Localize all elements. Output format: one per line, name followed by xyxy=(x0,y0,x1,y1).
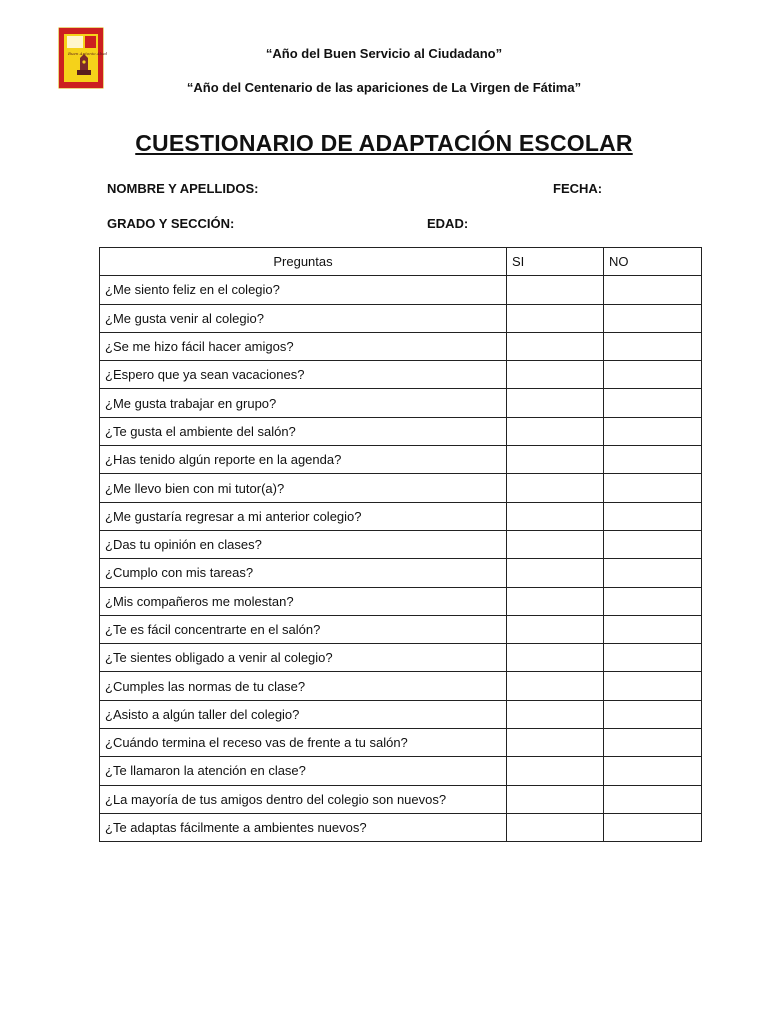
answer-no-cell[interactable] xyxy=(604,644,702,672)
answer-si-cell[interactable] xyxy=(507,757,604,785)
question-text: ¿Me gusta trabajar en grupo? xyxy=(100,389,507,417)
answer-no-cell[interactable] xyxy=(604,785,702,813)
table-row xyxy=(100,785,702,813)
answer-si-cell[interactable] xyxy=(507,446,604,474)
question-text: ¿Te sientes obligado a venir al colegio? xyxy=(100,644,507,672)
answer-si-cell[interactable] xyxy=(507,361,604,389)
table-row xyxy=(100,276,702,304)
answer-si-cell[interactable] xyxy=(507,332,604,360)
table-row xyxy=(100,361,702,389)
table-row xyxy=(100,615,702,643)
questionnaire-table xyxy=(99,247,702,842)
question-text: ¿Te llamaron la atención en clase? xyxy=(100,757,507,785)
header-motto-1: “Año del Buen Servicio al Ciudadano” xyxy=(265,46,503,61)
answer-si-cell[interactable] xyxy=(507,304,604,332)
table-row xyxy=(100,729,702,757)
question-text: ¿Te gusta el ambiente del salón? xyxy=(100,417,507,445)
question-text: ¿Espero que ya sean vacaciones? xyxy=(100,361,507,389)
answer-si-cell[interactable] xyxy=(507,530,604,558)
answer-no-cell[interactable] xyxy=(604,276,702,304)
answer-si-cell[interactable] xyxy=(507,502,604,530)
table-row xyxy=(100,813,702,841)
answer-no-cell[interactable] xyxy=(604,700,702,728)
field-edad-label: EDAD: xyxy=(427,216,469,231)
answer-no-cell[interactable] xyxy=(604,615,702,643)
table-row xyxy=(100,502,702,530)
question-text: ¿Te adaptas fácilmente a ambientes nuevos? xyxy=(100,813,507,841)
header-si: SI xyxy=(507,248,604,276)
logo-text: Buen Antonio Abad xyxy=(68,51,108,56)
table-row xyxy=(100,700,702,728)
answer-no-cell[interactable] xyxy=(604,332,702,360)
answer-no-cell[interactable] xyxy=(604,559,702,587)
table-header-row xyxy=(100,248,702,276)
question-text: ¿Me siento feliz en el colegio? xyxy=(100,276,507,304)
question-text: ¿Has tenido algún reporte en la agenda? xyxy=(100,446,507,474)
answer-no-cell[interactable] xyxy=(604,757,702,785)
table-row xyxy=(100,446,702,474)
table-row xyxy=(100,530,702,558)
answer-no-cell[interactable] xyxy=(604,813,702,841)
header-preguntas: Preguntas xyxy=(100,248,507,276)
field-fecha-label: FECHA: xyxy=(553,181,603,196)
answer-no-cell[interactable] xyxy=(604,446,702,474)
answer-no-cell[interactable] xyxy=(604,502,702,530)
answer-si-cell[interactable] xyxy=(507,785,604,813)
answer-si-cell[interactable] xyxy=(507,276,604,304)
document-title: CUESTIONARIO DE ADAPTACIÓN ESCOLAR xyxy=(135,130,633,156)
table-row xyxy=(100,417,702,445)
answer-si-cell[interactable] xyxy=(507,700,604,728)
answer-si-cell[interactable] xyxy=(507,615,604,643)
answer-no-cell[interactable] xyxy=(604,361,702,389)
answer-no-cell[interactable] xyxy=(604,474,702,502)
answer-no-cell[interactable] xyxy=(604,417,702,445)
answer-si-cell[interactable] xyxy=(507,729,604,757)
table-row xyxy=(100,389,702,417)
table-row xyxy=(100,332,702,360)
answer-si-cell[interactable] xyxy=(507,389,604,417)
question-text: ¿Me llevo bien con mi tutor(a)? xyxy=(100,474,507,502)
answer-si-cell[interactable] xyxy=(507,672,604,700)
field-nombre-label: NOMBRE Y APELLIDOS: xyxy=(107,181,259,196)
question-text: ¿Se me hizo fácil hacer amigos? xyxy=(100,332,507,360)
answer-si-cell[interactable] xyxy=(507,559,604,587)
question-text: ¿Me gustaría regresar a mi anterior colegio? xyxy=(100,502,507,530)
answer-si-cell[interactable] xyxy=(507,587,604,615)
table-row xyxy=(100,757,702,785)
header-motto-2: “Año del Centenario de las apariciones de La Virgen de Fátima” xyxy=(186,80,582,95)
question-text: ¿Me gusta venir al colegio? xyxy=(100,304,507,332)
header-no: NO xyxy=(604,248,702,276)
answer-no-cell[interactable] xyxy=(604,587,702,615)
answer-no-cell[interactable] xyxy=(604,389,702,417)
table-row xyxy=(100,474,702,502)
question-text: ¿Cuándo termina el receso vas de frente a tu salón? xyxy=(100,729,507,757)
answer-no-cell[interactable] xyxy=(604,304,702,332)
questionnaire-body xyxy=(100,276,702,842)
question-text: ¿Te es fácil concentrarte en el salón? xyxy=(100,615,507,643)
question-text: ¿La mayoría de tus amigos dentro del colegio son nuevos? xyxy=(100,785,507,813)
table-row xyxy=(100,672,702,700)
answer-no-cell[interactable] xyxy=(604,530,702,558)
answer-si-cell[interactable] xyxy=(507,813,604,841)
question-text: ¿Das tu opinión en clases? xyxy=(100,530,507,558)
field-grado-label: GRADO Y SECCIÓN: xyxy=(107,216,235,231)
table-row xyxy=(100,304,702,332)
question-text: ¿Cumples las normas de tu clase? xyxy=(100,672,507,700)
answer-si-cell[interactable] xyxy=(507,474,604,502)
table-row xyxy=(100,644,702,672)
answer-no-cell[interactable] xyxy=(604,729,702,757)
question-text: ¿Asisto a algún taller del colegio? xyxy=(100,700,507,728)
table-row xyxy=(100,587,702,615)
question-text: ¿Mis compañeros me molestan? xyxy=(100,587,507,615)
answer-si-cell[interactable] xyxy=(507,644,604,672)
question-text: ¿Cumplo con mis tareas? xyxy=(100,559,507,587)
answer-no-cell[interactable] xyxy=(604,672,702,700)
answer-si-cell[interactable] xyxy=(507,417,604,445)
table-row xyxy=(100,559,702,587)
